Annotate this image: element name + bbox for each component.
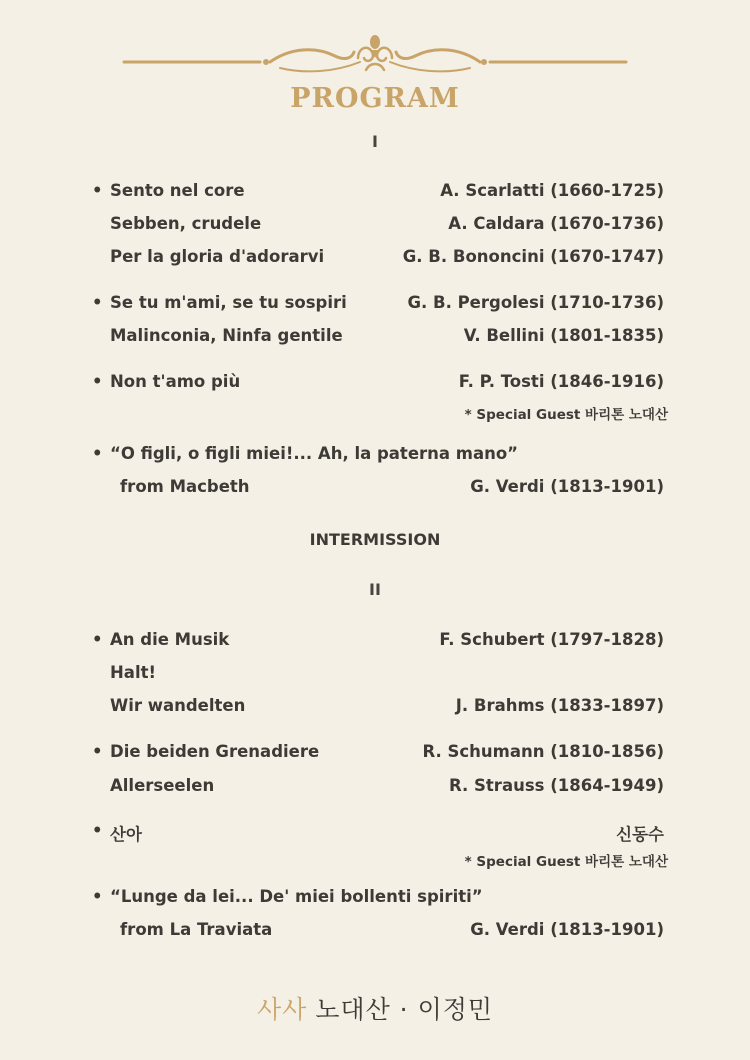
composer: V. Bellini (1801-1835) — [463, 326, 664, 345]
work-title: Se tu m'ami, se tu sospiri — [110, 293, 347, 312]
program-row — [0, 821, 750, 845]
work-title: from La Traviata — [120, 920, 273, 939]
program-row — [0, 887, 750, 911]
program-row — [0, 214, 750, 238]
bullet: • — [92, 372, 103, 391]
work-title: “Lunge da lei... De' miei bollenti spiriti” — [110, 887, 483, 906]
bullet: • — [92, 630, 103, 649]
work-title: Sebben, crudele — [110, 214, 262, 233]
program-row — [0, 247, 750, 271]
bullet: • — [92, 887, 103, 906]
program-row — [0, 630, 750, 654]
program-row — [0, 181, 750, 205]
footer-credits — [0, 990, 750, 1026]
composer: F. Schubert (1797-1828) — [439, 630, 664, 649]
work-title: Wir wandelten — [110, 696, 246, 715]
part-two-numeral: II — [369, 580, 381, 599]
work-title: Allerseelen — [110, 776, 215, 795]
composer: F. P. Tosti (1846-1916) — [458, 372, 664, 391]
special-guest-note: * Special Guest 바리톤 노대산 — [464, 407, 668, 423]
bullet: • — [92, 444, 103, 463]
intermission-label: INTERMISSION — [309, 530, 441, 549]
composer: R. Schumann (1810-1856) — [422, 742, 664, 761]
program-row — [0, 293, 750, 317]
program-row — [0, 372, 750, 396]
work-title: Non t'amo più — [110, 372, 241, 391]
work-title: Per la gloria d'adorarvi — [110, 247, 325, 266]
bullet: • — [92, 181, 103, 200]
composer: G. Verdi (1813-1901) — [470, 477, 664, 496]
composer: A. Caldara (1670-1736) — [448, 214, 664, 233]
part-one-numeral: I — [372, 132, 378, 151]
special-guest-note: * Special Guest 바리톤 노대산 — [464, 854, 668, 870]
bullet: • — [92, 821, 103, 840]
program-row — [0, 742, 750, 766]
ornament-divider — [120, 28, 630, 82]
composer: J. Brahms (1833-1897) — [455, 696, 664, 715]
footer-label: 사사 — [256, 995, 308, 1024]
composer: G. B. Bononcini (1670-1747) — [402, 247, 664, 266]
work-title: from Macbeth — [120, 477, 250, 496]
work-title: Die beiden Grenadiere — [110, 742, 320, 761]
work-title: “O figli, o figli miei!... Ah, la paterna mano” — [110, 444, 519, 463]
composer: 신동수 — [616, 825, 664, 844]
program-row — [0, 663, 750, 687]
program-row — [0, 326, 750, 350]
work-title: Halt! — [110, 663, 157, 682]
composer: G. Verdi (1813-1901) — [470, 920, 664, 939]
work-title: Sento nel core — [110, 181, 245, 200]
work-title: Malinconia, Ninfa gentile — [110, 326, 343, 345]
composer: A. Scarlatti (1660-1725) — [440, 181, 664, 200]
program-row — [0, 696, 750, 720]
program-row — [0, 776, 750, 800]
bullet: • — [92, 742, 103, 761]
work-title: 산아 — [110, 825, 142, 844]
program-row — [0, 920, 750, 944]
program-row — [0, 444, 750, 468]
composer: R. Strauss (1864-1949) — [449, 776, 664, 795]
program-row — [0, 477, 750, 501]
page-title: PROGRAM — [290, 83, 460, 114]
teacher-names: 노대산 · 이정민 — [315, 995, 494, 1024]
work-title: An die Musik — [110, 630, 230, 649]
bullet: • — [92, 293, 103, 312]
composer: G. B. Pergolesi (1710-1736) — [407, 293, 664, 312]
